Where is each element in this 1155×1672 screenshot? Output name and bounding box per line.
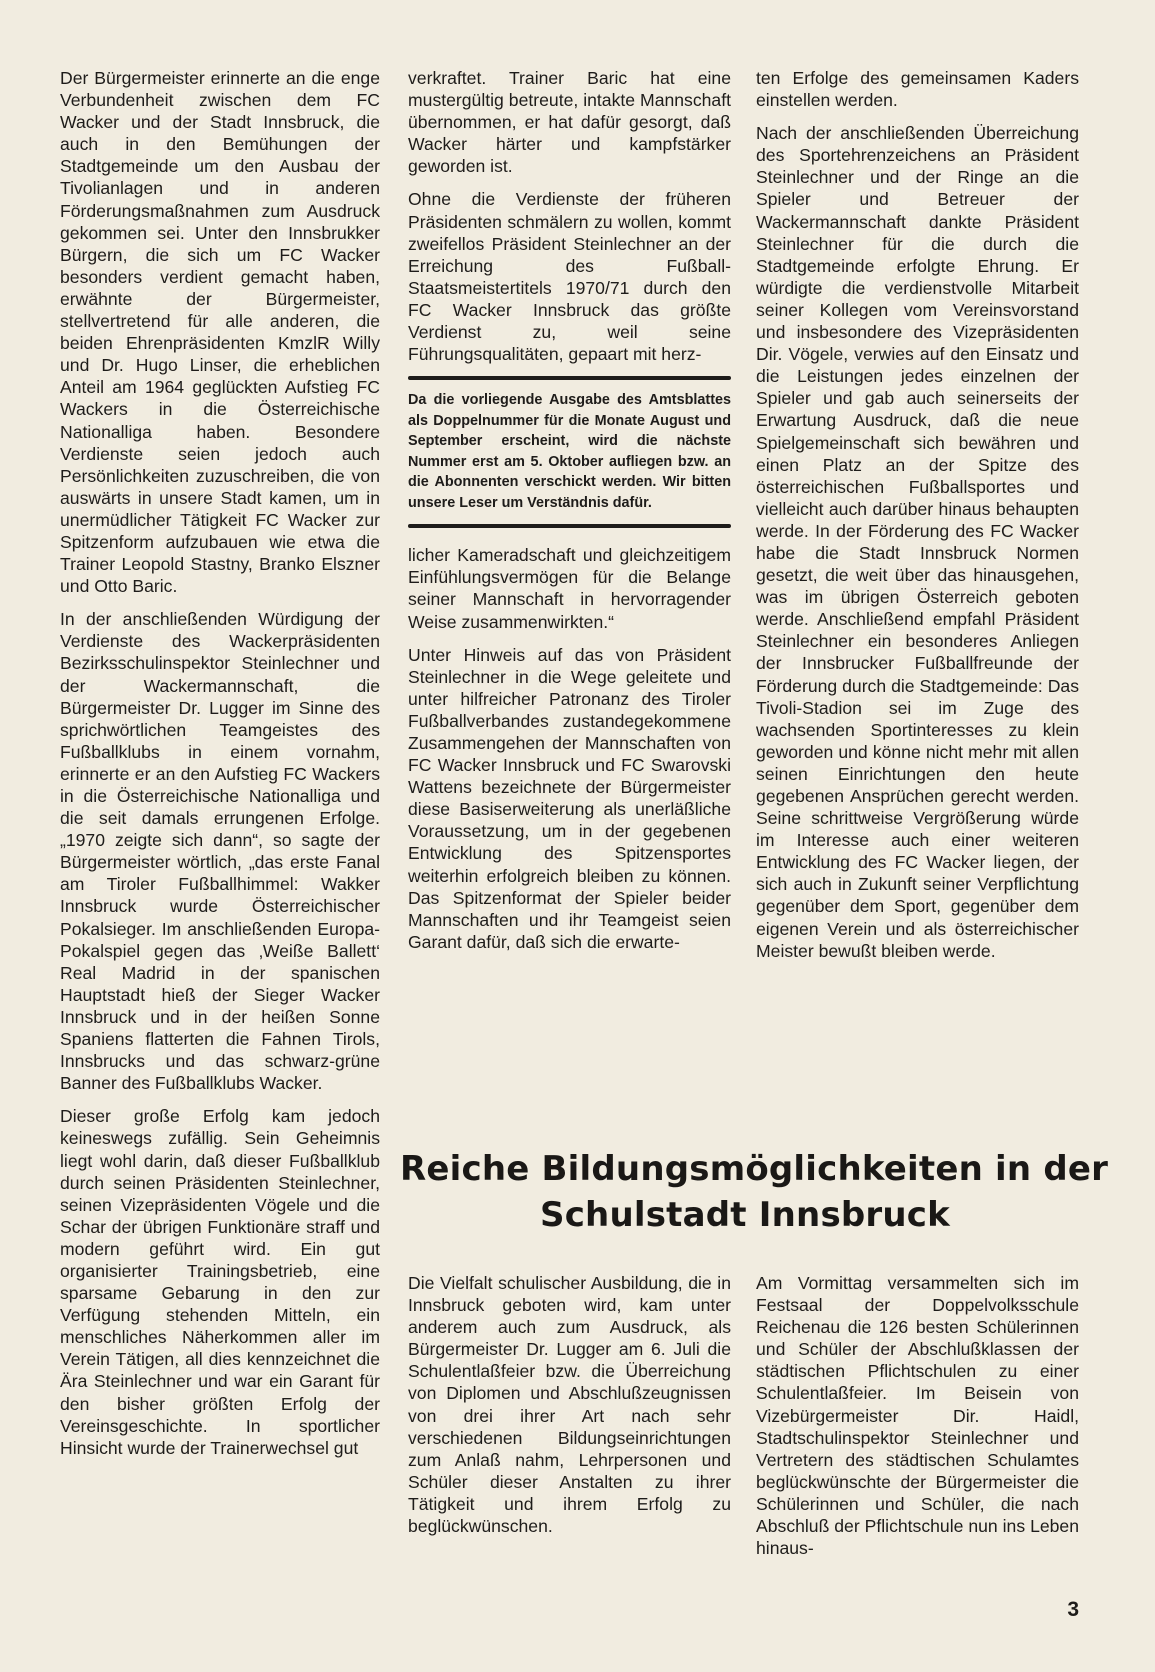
article-paragraph: Ohne die Verdienste der früheren Präsidenten schmälern zu wollen, kommt zweifellos Präsident Steinlechner an der Erreichung des Fußball-Staatsmeistertitels 1970/71 durch den FC Wacker Innsbruck das größte Verdienst zu, weil seine Führungsqualitäten, gepaart mit herz- — [408, 189, 731, 365]
article-paragraph: ten Erfolge des gemeinsamen Kaders einstellen werden. — [756, 68, 1079, 111]
article-paragraph: Der Bürgermeister erinnerte an die enge Verbundenheit zwischen dem FC Wacker und der Stadt Innsbruck, die auch in den Bemühungen der Stadtgemeinde um den Ausbau der Tivolianlagen und in anderen Förderungsmaßnahmen zum Ausdruck gekommen sei. Unter den Innsbrukker Bürgern, die sich um FC Wacker besonders verdient gemacht haben, erwähnte der Bürgermeister, stellvertretend für alle anderen, die beiden Ehrenpräsidenten KmzlR Willy und Dr. Hugo Linser, die erheblichen Anteil am 1964 geglückten Aufstieg FC Wackers in die Österreichische Nationalliga haben. Besondere Verdienste seien jedoch auch Persönlichkeiten zuzuschreiben, die von auswärts in unsere Stadt kamen, um in unermüdlicher Tätigkeit FC Wacker zur Spitzenform aufzubauen wie etwa die Trainer Leopold Stastny, Branko Elszner und Otto Baric. — [60, 68, 380, 597]
notice-box — [408, 376, 731, 528]
article-paragraph: Nach der anschließenden Überreichung des Sportehrenzeichens an Präsident Steinlechner und der Ringe an die Spieler und Betreuer der Wackermannschaft dankte Präsident Steinlechner für die durch die Stadtgemeinde erfolgte Ehrung. Er würdigte die verdienstvolle Mitarbeit seiner Kollegen vom Vereinsvorstand und insbesondere des Vizepräsidenten Dir. Vögele, verwies auf den Einsatz und die Leistungen jedes einzelnen der Spieler und gab auch seinerseits der Erwartung Ausdruck, daß die neue Spielgemeinschaft sich bewähren und einen Platz an der Spitze des österreichischen Fußballsportes und vielleicht auch darüber hinaus behaupten werde. In der Förderung des FC Wacker habe die Stadt Innsbruck Normen gesetzt, die weit über das hinausgehen, was im übrigen Österreich geboten werde. Anschließend empfahl Präsident Steinlechner ein besonderes Anliegen der Innsbrucker Fußballfreunde der Förderung durch die Stadtgemeinde: Das Tivoli-Stadion sei im Zuge des wachsenden Sportinteresses zu klein geworden und könne nicht mehr mit allen seinen Einrichtungen den heute gegebenen Ansprüchen gerecht werden. Seine schrittweise Vergrößerung würde im Interesse auch einer weiteren Entwicklung des FC Wacker liegen, der sich auch in Zukunft seiner Verpflichtung gegenüber dem Sport, gegenüber dem eigenen Verein und als österreichischer Meister bewußt bleiben werde. — [756, 123, 1079, 961]
article-paragraph: Unter Hinweis auf das von Präsident Steinlechner in die Wege geleitete und unter hilfreicher Patronanz des Tiroler Fußballverbandes zustandegekommene Zusammengehen der Mannschaften von FC Wacker Innsbruck und FC Swarovski Wattens bezeichnete der Bürgermeister diese Basiserweiterung als unerläßliche Voraussetzung, um in der gegebenen Entwicklung des Spitzensportes weiterhin erfolgreich bleiben zu können. Das Spitzenformat der Spieler beider Mannschaften und ihr Teamgeist seien Garant dafür, daß sich die erwarte- — [408, 644, 731, 952]
article-paragraph: Am Vormittag versammelten sich im Festsaal der Doppelvolksschule Reichenau die 126 besten Schülerinnen und Schüler der Abschlußklassen der städtischen Pflichtschulen zu einer Schulentlaßfeier. Im Beisein von Vizebürgermeister Dir. Haidl, Stadtschulinspektor Steinlechner und Vertretern des städtischen Schulamtes beglückwünschte der Bürgermeister die Schülerinnen und Schüler, die nach Abschluß der Pflichtschule nun ins Leben hinaus- — [756, 1273, 1079, 1559]
article-paragraph: licher Kameradschaft und gleichzeitigem Einfühlungsvermögen für die Belange seiner Mannschaft in hervorragender Weise zusammenwirkten.“ — [408, 545, 731, 632]
article2-column-3 — [756, 1272, 1079, 1570]
headline-line-2: Schulstadt Innsbruck — [540, 1195, 950, 1235]
notice-text: Da die vorliegende Ausgabe des Amtsblattes als Doppelnummer für die Monate August und September erscheint, wird die nächste Nummer erst am 5. Oktober aufliegen bzw. an die Abonnenten verschickt werden. Wir bitten unsere Leser um Verständnis dafür. — [408, 392, 731, 511]
article-column-1 — [60, 67, 380, 1470]
article-column-2 — [408, 67, 731, 964]
article-paragraph: Dieser große Erfolg kam jedoch keineswegs zufällig. Sein Geheimnis liegt wohl darin, daß dieser Fußballklub durch seinen Präsidenten Steinlechner, seinen Vizepräsidenten Vögele und die Schar der übrigen Funktionäre straff und modern geführt wird. Ein gut organisierter Trainingsbetrieb, eine sparsame Gebarung in den zur Verfügung stehenden Mitteln, ein menschliches Näherkommen aller im Verein Tätigen, all dies kennzeichnet die Ära Steinlechner und war ein Garant für den bisher größten Erfolg der Vereinsgeschichte. In sportlicher Hinsicht wurde der Trainerwechsel gut — [60, 1106, 380, 1458]
article-paragraph: verkraftet. Trainer Baric hat eine mustergültig betreute, intakte Mannschaft übernommen, er hat dafür gesorgt, daß Wacker härter und kampfstärker geworden ist. — [408, 68, 731, 177]
notice-rule-bottom — [408, 524, 731, 528]
notice-rule-top — [408, 376, 731, 380]
article-paragraph: In der anschließenden Würdigung der Verdienste des Wackerpräsidenten Bezirksschulinspektor Steinlechner und der Wackermannschaft, die Bürgermeister Dr. Lugger im Sinne des sprichwörtlichen Teamgeistes des Fußballklubs in einem vornahm, erinnerte er an den Aufstieg FC Wackers in die Österreichische Nationalliga und die seit damals errungenen Erfolge. „1970 zeigte sich dann“, so sagte der Bürgermeister wörtlich, „das erste Fanal am Tiroler Fußballhimmel: Wakker Innsbruck wurde Österreichischer Pokalsieger. Im anschließenden Europa-Pokalspiel gegen das ‚Weiße Ballett‘ Real Madrid in der spanischen Hauptstadt hieß der Sieger Wacker Innsbruck und in der heißen Sonne Spaniens flatterten die Fahnen Tirols, Innsbrucks und das schwarz-grüne Banner des Fußballklubs Wacker. — [60, 609, 380, 1094]
article2-column-2 — [408, 1272, 731, 1548]
headline-line-1: Reiche Bildungsmöglichkeiten in der — [400, 1149, 1109, 1189]
page-number: 3 — [1067, 1598, 1079, 1621]
article-headline — [400, 1146, 1109, 1238]
article-column-3 — [756, 67, 1079, 973]
article-paragraph: Die Vielfalt schulischer Ausbildung, die in Innsbruck geboten wird, kam unter anderem auch zum Ausdruck, als Bürgermeister Dr. Lugger am 6. Juli die Schulentlaßfeier bzw. die Überreichung von Diplomen und Abschlußzeugnissen von drei ihrer Art nach sehr verschiedenen Bildungseinrichtungen zum Anlaß nahm, Lehrpersonen und Schüler dieser Anstalten zu ihrer Tätigkeit und ihrem Erfolg zu beglückwünschen. — [408, 1273, 731, 1537]
